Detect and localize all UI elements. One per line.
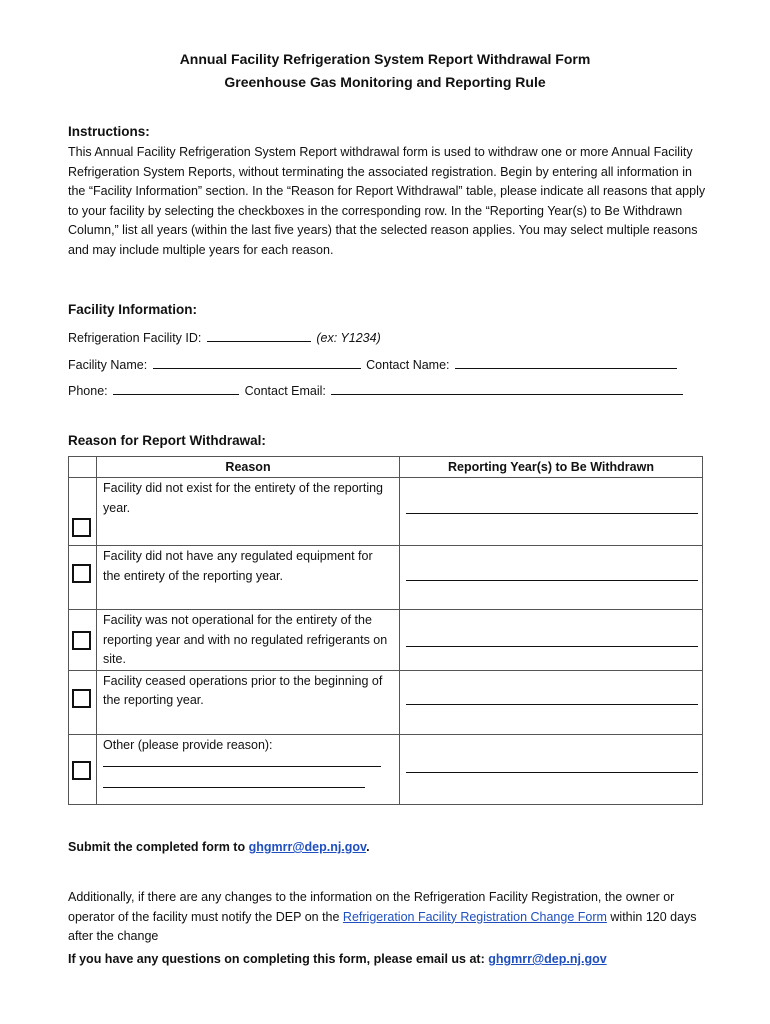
phone-label: Phone:	[68, 384, 108, 398]
facility-id-label: Refrigeration Facility ID:	[68, 331, 202, 345]
contact-name-label: Contact Name:	[366, 358, 450, 372]
submit-prefix: Submit the completed form to	[68, 840, 249, 854]
reason-table-header	[69, 457, 703, 478]
instructions-heading: Instructions:	[68, 124, 150, 139]
reason-checkbox-4[interactable]	[72, 689, 91, 708]
facility-name-row	[68, 355, 679, 372]
registration-change-form-link[interactable]: Refrigeration Facility Registration Change Form	[342, 909, 607, 924]
form-title: Annual Facility Refrigeration System Report Withdrawal Form	[179, 51, 591, 67]
questions-prefix: If you have any questions on completing this form, please email us at:	[68, 952, 489, 966]
contact-name-field[interactable]	[455, 355, 677, 369]
other-reason-line-2[interactable]	[103, 786, 365, 788]
reason-checkbox-2[interactable]	[72, 564, 91, 583]
reason-text-4: Facility ceased operations prior to the beginning of the reporting year.	[97, 670, 400, 734]
reason-checkbox-1[interactable]	[72, 518, 91, 537]
reason-checkbox-3[interactable]	[72, 631, 91, 650]
additional-suffix: within 120 days after the change	[68, 909, 697, 944]
years-column-header: Reporting Year(s) to Be Withdrawn	[400, 457, 703, 478]
years-field-1[interactable]	[406, 512, 698, 514]
table-row	[69, 546, 703, 610]
checkbox-column-header	[69, 457, 97, 478]
reason-table	[68, 456, 703, 805]
years-field-5[interactable]	[406, 771, 698, 773]
questions-email-link[interactable]: ghgmrr@dep.nj.gov	[488, 952, 607, 966]
instructions-text: This Annual Facility Refrigeration System Report withdrawal form is used to withdraw one or more Annual Facility Refrigeration System Reports, without terminating the associated registration. Begin by entering all information in the “Facility Information” section. In the “Reason for Report Withdrawal” table, please indicate all reasons that apply to your facility by selecting the checkboxes in the corresponding row. In the “Reporting Year(s) to Be Withdrawn Column,” list all years (within the last five years) that the selected reason applies. You may select multiple reasons and may include multiple years for each reason.	[68, 145, 706, 257]
reason-text-5: Other (please provide reason):	[103, 737, 273, 752]
submit-suffix: .	[366, 840, 370, 854]
form-subtitle: Greenhouse Gas Monitoring and Reporting Rule	[224, 74, 546, 90]
years-field-3[interactable]	[406, 645, 698, 647]
table-row	[69, 670, 703, 734]
facility-name-label: Facility Name:	[68, 358, 148, 372]
reason-text-2: Facility did not have any regulated equipment for the entirety of the reporting year.	[97, 546, 400, 610]
reason-text-1: Facility did not exist for the entirety of the reporting year.	[97, 478, 400, 546]
facility-id-row	[68, 328, 381, 345]
reason-text-3: Facility was not operational for the entirety of the reporting year and with no regulated refrigerants on site.	[97, 610, 400, 671]
additional-info	[68, 888, 698, 947]
table-row	[69, 734, 703, 804]
facility-id-example: (ex: Y1234)	[316, 331, 381, 345]
phone-row	[68, 381, 685, 398]
facility-id-field[interactable]	[207, 328, 311, 342]
contact-email-field[interactable]	[331, 381, 683, 395]
phone-field[interactable]	[113, 381, 239, 395]
contact-email-label: Contact Email:	[244, 384, 326, 398]
reason-column-header: Reason	[97, 457, 400, 478]
table-row	[69, 610, 703, 671]
submit-email-link[interactable]: ghgmrr@dep.nj.gov	[248, 840, 367, 854]
reason-heading: Reason for Report Withdrawal:	[68, 433, 266, 448]
years-field-4[interactable]	[406, 703, 698, 705]
facility-name-field[interactable]	[153, 355, 361, 369]
submit-line	[68, 838, 708, 858]
years-field-2[interactable]	[406, 579, 698, 581]
table-row	[69, 478, 703, 546]
additional-prefix: Additionally, if there are any changes to the information on the Refrigeration Facility Registration, the owner or operator of the facility must notify the DEP on the	[68, 890, 675, 924]
other-reason-line-1[interactable]	[103, 765, 381, 767]
facility-info-heading: Facility Information:	[68, 302, 198, 317]
questions-line	[68, 950, 728, 970]
reason-checkbox-5[interactable]	[72, 761, 91, 780]
